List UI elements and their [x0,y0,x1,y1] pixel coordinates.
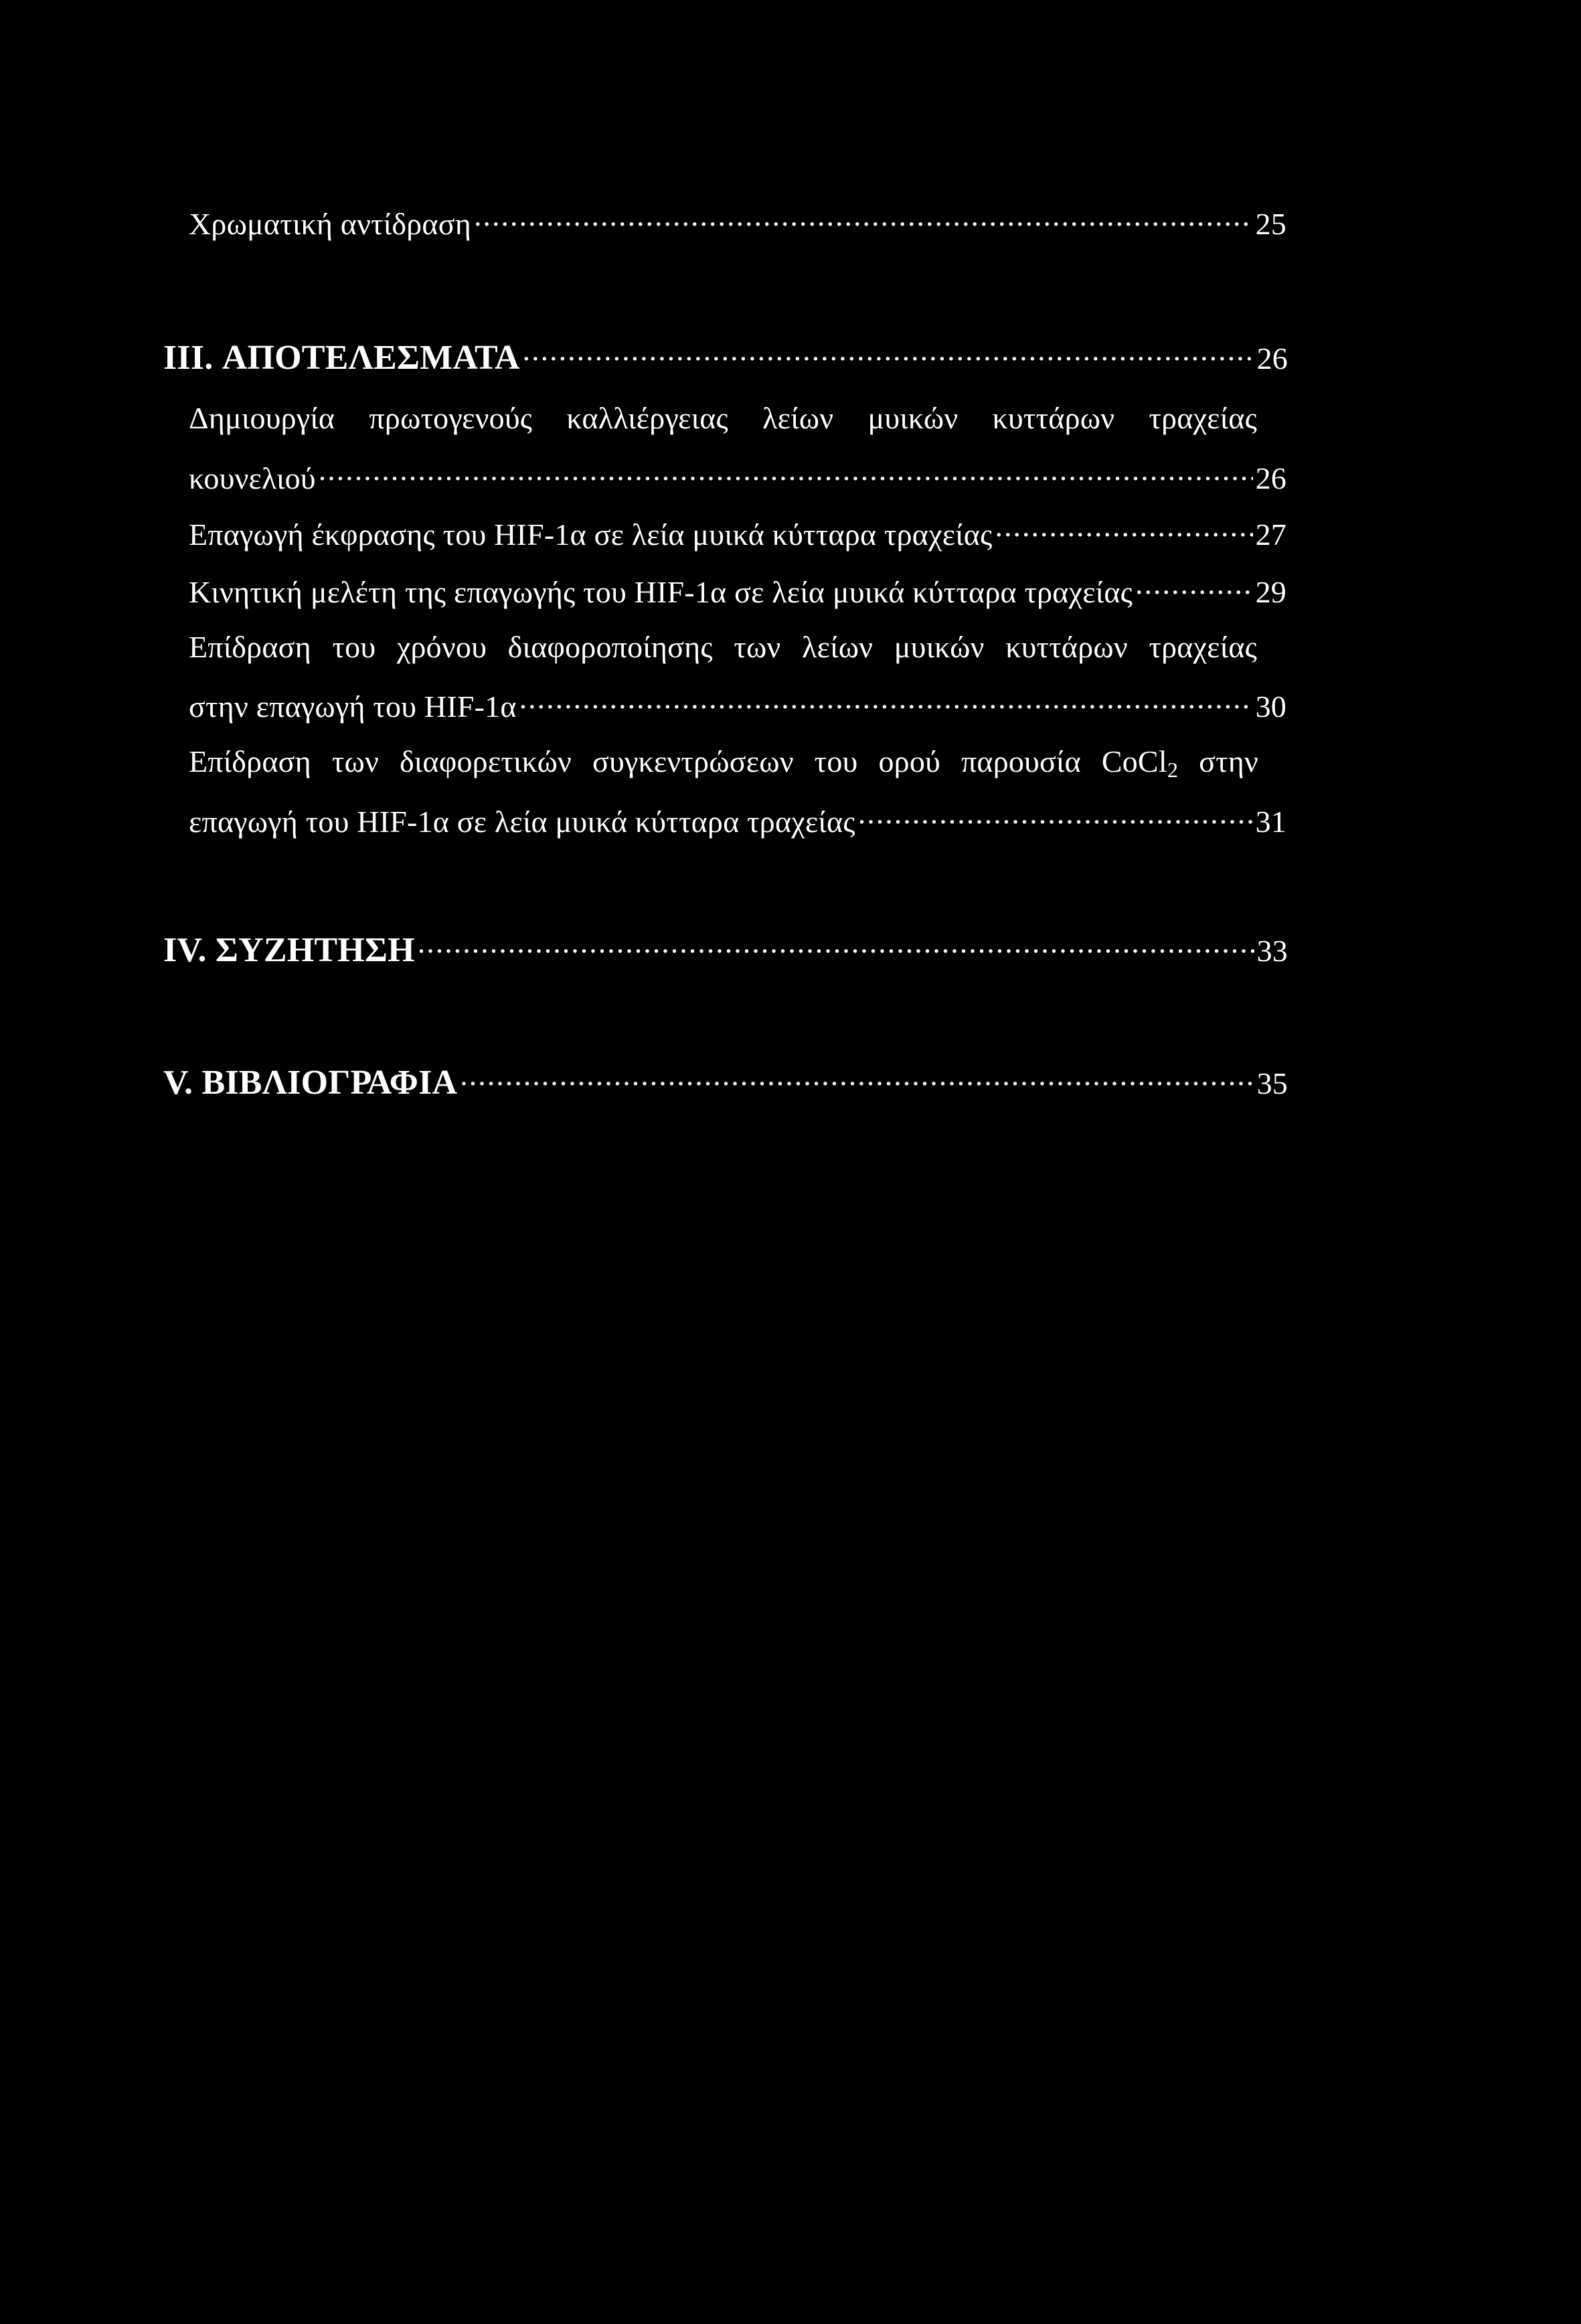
dot-leader [995,514,1253,545]
toc-entry-title: Επίδραση των διαφορετικών συγκεντρώσεων του ορού παρουσία CoCl$_2$ στην [189,744,1259,782]
toc-entry [189,458,1286,496]
toc-entry-page: 33 [1256,934,1288,968]
dot-leader [1135,572,1253,602]
dot-leader [474,203,1253,234]
toc-entry-page: 31 [1255,805,1286,839]
dot-leader [319,458,1253,489]
subscript: 2 [1167,758,1179,782]
toc-entry-page: 26 [1255,461,1286,495]
toc-entry-title: στην επαγωγή του HIF-1α [189,689,517,724]
toc-section-heading [163,926,1288,970]
toc-entry-page: 30 [1255,689,1286,724]
toc-entry [189,514,1286,552]
toc-section-heading [163,334,1288,378]
dot-leader [418,926,1254,961]
toc-entry-page: 26 [1256,341,1288,376]
toc-entry-title: Κινητική μελέτη της επαγωγής του HIF-1α σε λεία μυικά κύτταρα τραχείας [189,575,1133,609]
toc-entry-wrapped-line [189,744,1258,782]
toc-entry-title: Δημιουργία πρωτογενούς καλλιέργειας λείων μυικών κυττάρων τραχείας [189,401,1257,435]
toc-entry [189,801,1286,839]
toc-entry-title: επαγωγή του HIF-1α σε λεία μυικά κύτταρα τραχείας [189,805,855,839]
dot-leader [460,1059,1254,1094]
toc-entry-wrapped-line [189,629,1257,665]
toc-section-heading [163,1059,1288,1102]
toc-entry-title: III. ΑΠΟΤΕΛΕΣΜΑΤΑ [163,339,520,377]
toc-entry [189,572,1286,610]
toc-entry-title: κουνελιού [189,461,316,495]
toc-entry-wrapped-line [189,400,1257,436]
toc-entry-page: 27 [1255,517,1286,552]
toc-entry-title: V. ΒΙΒΛΙΟΓΡΑΦΙΑ [163,1064,458,1102]
dot-leader [519,686,1253,717]
toc-entry [189,686,1286,724]
toc-entry [189,203,1286,242]
toc-entry-page: 35 [1256,1066,1288,1100]
toc-entry-page: 25 [1255,207,1286,241]
toc-entry-title: Χρωματική αντίδραση [189,207,471,241]
toc-entry-title: Επαγωγή έκφρασης του HIF-1α σε λεία μυικά κύτταρα τραχείας [189,517,993,552]
toc-entry-title: IV. ΣΥΖΗΤΗΣΗ [163,931,415,969]
dot-leader [523,334,1254,369]
dot-leader [858,801,1253,832]
toc-entry-title: Επίδραση του χρόνου διαφοροποίησης των λείων μυικών κυττάρων τραχείας [189,630,1257,664]
toc-entry-page: 29 [1255,575,1286,609]
